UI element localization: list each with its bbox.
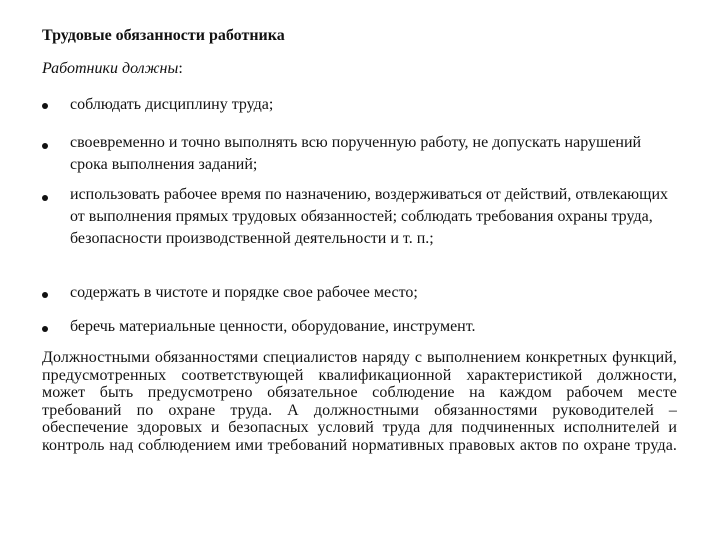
bullet-icon: [42, 195, 48, 201]
list-intro: [42, 59, 183, 79]
bullet-icon: [42, 292, 48, 298]
list-item: содержать в чистоте и порядке свое рабочее место;: [70, 284, 418, 301]
list-intro-text: Работники должны: [42, 60, 179, 77]
bullet-icon: [42, 103, 48, 109]
list-item: беречь материальные ценности, оборудование, инструмент.: [70, 318, 476, 335]
list-item: использовать рабочее время по назначению, воздерживаться от действий, отвлекающих от выполнения прямых трудовых обязанностей; соблюдать требования охраны труда, безопасности производственной деятельности и т. п.;: [70, 186, 669, 247]
body-paragraph: Должностными обязанностями специалистов наряду с выполнением конкретных функций, предусмотренных соответствующей квалификационной характеристикой должности, может быть предусмотрено обязательное соблюдение на каждом рабочем месте требований по охране труда. А должностными обязанностями руководителей – обеспечение здоровых и безопасных условий труда для подчиненных исполнителей и контроль над соблюдением ими требований нормативных правовых актов по охране труда.: [42, 349, 677, 454]
list-item: своевременно и точно выполнять всю порученную работу, не допускать нарушений срока выполнения заданий;: [70, 134, 642, 173]
bullet-icon: [42, 143, 48, 149]
list-item: соблюдать дисциплину труда;: [70, 96, 274, 113]
list-intro-colon: :: [178, 60, 183, 77]
bullet-icon: [42, 326, 48, 332]
page-title: Трудовые обязанности работника: [42, 27, 285, 44]
